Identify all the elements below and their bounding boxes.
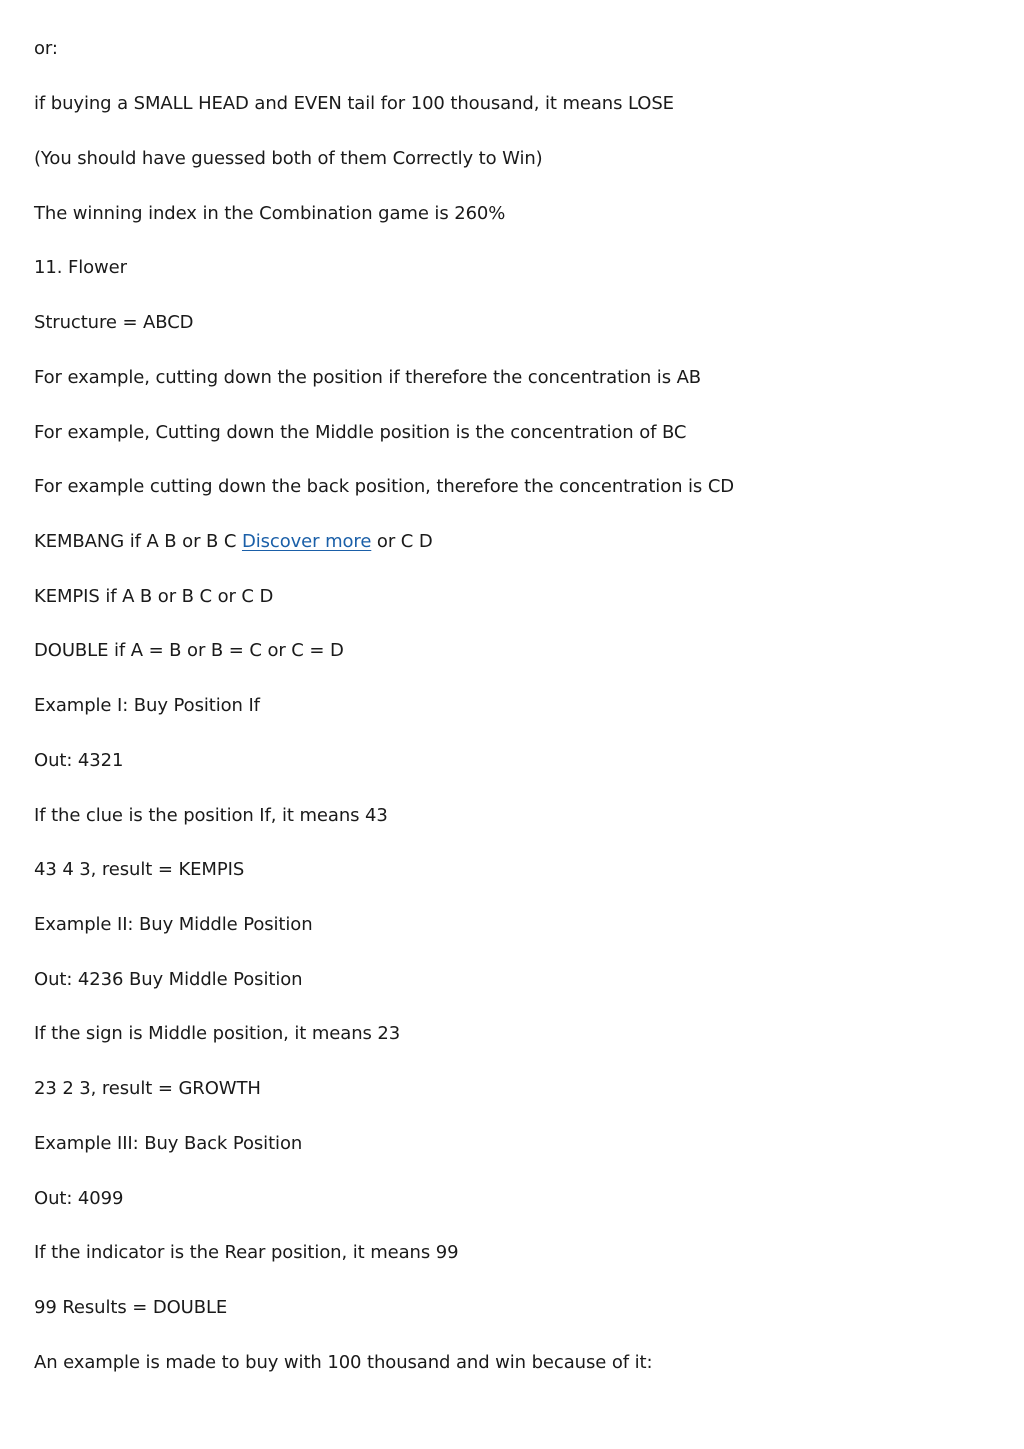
paragraph: Out: 4236 Buy Middle Position	[34, 969, 303, 990]
paragraph: (You should have guessed both of them Correctly to Win)	[34, 148, 543, 169]
paragraph: DOUBLE if A = B or B = C or C = D	[34, 640, 344, 661]
paragraph: Example I: Buy Position If	[34, 695, 260, 716]
paragraph: If the clue is the position If, it means 43	[34, 805, 388, 826]
section-heading: 11. Flower	[34, 257, 127, 278]
paragraph: Example III: Buy Back Position	[34, 1133, 303, 1154]
paragraph: Structure = ABCD	[34, 312, 194, 333]
paragraph: For example, cutting down the position if therefore the concentration is AB	[34, 367, 702, 388]
paragraph: 23 2 3, result = GROWTH	[34, 1078, 261, 1099]
paragraph: Out: 4099	[34, 1188, 124, 1209]
paragraph-text-after: or C D	[371, 531, 433, 552]
paragraph: Out: 4321	[34, 750, 124, 771]
paragraph: 43 4 3, result = KEMPIS	[34, 859, 245, 880]
paragraph: If the indicator is the Rear position, it means 99	[34, 1242, 459, 1263]
paragraph: KEMPIS if A B or B C or C D	[34, 586, 274, 607]
paragraph: An example is made to buy with 100 thousand and win because of it:	[34, 1352, 653, 1373]
paragraph: or:	[34, 38, 58, 59]
paragraph: For example cutting down the back position, therefore the concentration is CD	[34, 476, 735, 497]
paragraph: For example, Cutting down the Middle position is the concentration of BC	[34, 422, 687, 443]
paragraph: If the sign is Middle position, it means 23	[34, 1023, 401, 1044]
paragraph-with-link	[34, 530, 433, 554]
discover-more-link[interactable]: Discover more	[241, 531, 372, 552]
paragraph: Example II: Buy Middle Position	[34, 914, 313, 935]
paragraph: 99 Results = DOUBLE	[34, 1297, 228, 1318]
paragraph: The winning index in the Combination game is 260%	[34, 203, 506, 224]
paragraph: if buying a SMALL HEAD and EVEN tail for 100 thousand, it means LOSE	[34, 93, 674, 114]
paragraph-text-before: KEMBANG if A B or B C	[34, 531, 242, 552]
